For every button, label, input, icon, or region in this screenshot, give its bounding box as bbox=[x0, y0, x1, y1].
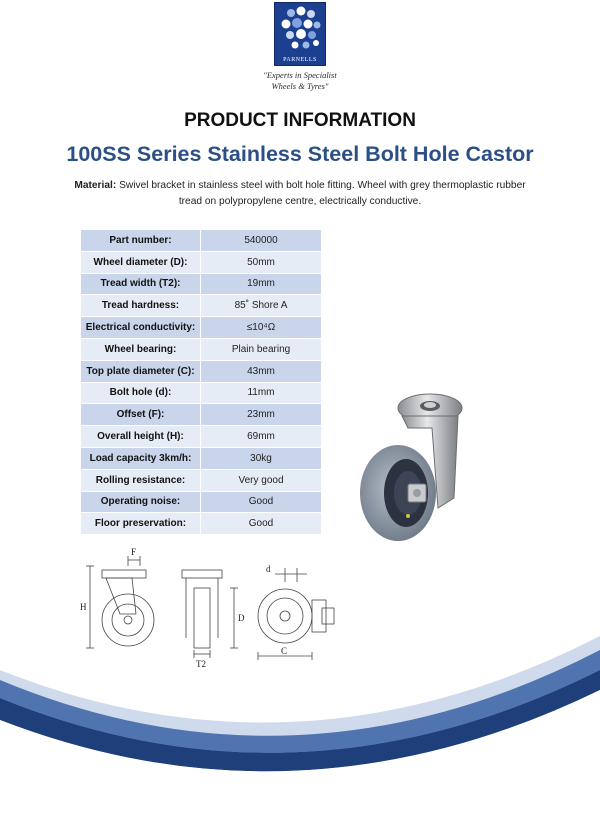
label-t2: T2 bbox=[196, 659, 206, 668]
spec-row bbox=[81, 230, 322, 252]
product-title: 100SS Series Stainless Steel Bolt Hole Castor bbox=[66, 142, 534, 166]
spec-label: Electrical conductivity: bbox=[81, 317, 201, 339]
spec-row bbox=[81, 251, 322, 273]
spec-value: 30kg bbox=[201, 447, 322, 469]
spec-value: 69mm bbox=[201, 426, 322, 448]
spec-label: Tread hardness: bbox=[81, 295, 201, 317]
spec-label: Floor preservation: bbox=[81, 513, 201, 535]
spec-row bbox=[81, 273, 322, 295]
spec-row bbox=[81, 360, 322, 382]
spec-value: Good bbox=[201, 491, 322, 513]
spec-row bbox=[81, 317, 322, 339]
spec-label: Offset (F): bbox=[81, 404, 201, 426]
label-d-small: d bbox=[266, 564, 271, 574]
spec-row bbox=[81, 469, 322, 491]
tagline-line-2: Wheels & Tyres" bbox=[271, 81, 329, 91]
spec-row bbox=[81, 404, 322, 426]
spec-label: Wheel bearing: bbox=[81, 338, 201, 360]
spec-row bbox=[81, 513, 322, 535]
spec-value: 11mm bbox=[201, 382, 322, 404]
label-h: H bbox=[80, 602, 87, 612]
spec-label: Part number: bbox=[81, 230, 201, 252]
label-d-big: D bbox=[238, 613, 245, 623]
spec-value: Good bbox=[201, 513, 322, 535]
logo-circles-icon bbox=[275, 3, 327, 55]
spec-label: Operating noise: bbox=[81, 491, 201, 513]
tagline-line-1: "Experts in Specialist bbox=[263, 70, 337, 80]
spec-label: Tread width (T2): bbox=[81, 273, 201, 295]
spec-label: Rolling resistance: bbox=[81, 469, 201, 491]
spec-table bbox=[80, 229, 322, 535]
spec-row bbox=[81, 338, 322, 360]
spec-label: Load capacity 3km/h: bbox=[81, 447, 201, 469]
parnells-logo bbox=[274, 2, 326, 66]
spec-label: Top plate diameter (C): bbox=[81, 360, 201, 382]
spec-value: 85˚ Shore A bbox=[201, 295, 322, 317]
label-f: F bbox=[131, 548, 137, 557]
spec-row bbox=[81, 426, 322, 448]
spec-label: Wheel diameter (D): bbox=[81, 251, 201, 273]
spec-row bbox=[81, 491, 322, 513]
page-heading: PRODUCT INFORMATION bbox=[184, 110, 416, 131]
label-c: C bbox=[281, 646, 288, 656]
material-text: Swivel bracket in stainless steel with bolt hole fitting. Wheel with grey thermoplastic rubber tread on polypropylene centre, electrically conductive. bbox=[119, 180, 526, 207]
spec-value: 43mm bbox=[201, 360, 322, 382]
material-description bbox=[70, 178, 530, 210]
brand-tagline bbox=[200, 70, 400, 92]
spec-value: 19mm bbox=[201, 273, 322, 295]
material-label: Material: bbox=[74, 180, 117, 191]
spec-value: ≤10⁴Ω bbox=[201, 317, 322, 339]
spec-label: Overall height (H): bbox=[81, 426, 201, 448]
spec-value: 50mm bbox=[201, 251, 322, 273]
spec-label: Bolt hole (d): bbox=[81, 382, 201, 404]
spec-row bbox=[81, 382, 322, 404]
decorative-wave bbox=[0, 600, 600, 836]
spec-value: 540000 bbox=[201, 230, 322, 252]
spec-value: Very good bbox=[201, 469, 322, 491]
spec-row bbox=[81, 447, 322, 469]
spec-row bbox=[81, 295, 322, 317]
castor-photo bbox=[350, 388, 470, 548]
brand-name: PARNELLS bbox=[283, 57, 317, 63]
spec-value: Plain bearing bbox=[201, 338, 322, 360]
spec-value: 23mm bbox=[201, 404, 322, 426]
